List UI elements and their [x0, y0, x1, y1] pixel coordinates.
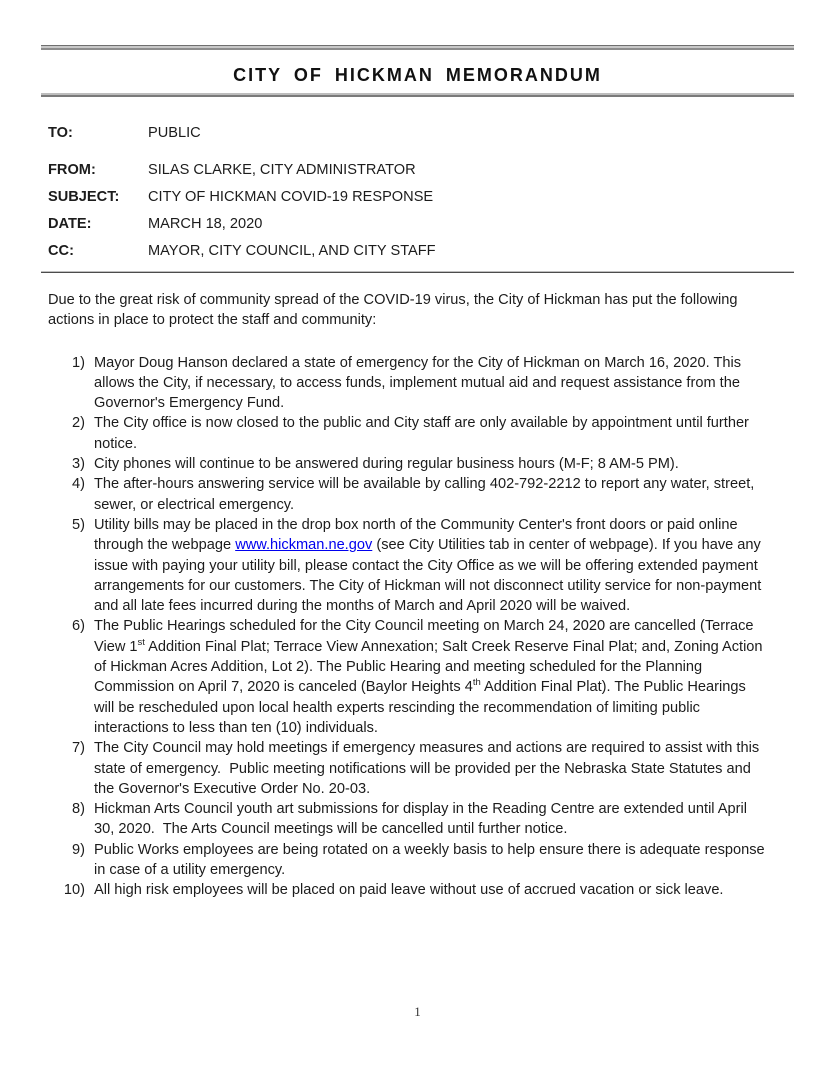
text-run: Public Works employees are being rotated on a weekly basis to help ensure there is adequate response in case of a utility emergency.: [94, 841, 769, 879]
text-run: The City Council may hold meetings if emergency measures and actions are required to assist with this state of emergency. Public meeting notifications will be provided per the Nebraska State Statutes and the Governor's Executive Order No. 20-03.: [94, 740, 764, 797]
text-run: (see City Utilities tab in center of webpage). If you have any issue with paying your utility bill, please contact the City Office as we will be offering extended payment arrangements for our customers. The City of Hickman will not disconnect utility service for non-payment and all late fees incurred during the months of March and April 2020 will be waived.: [94, 537, 766, 615]
text-run: Hickman Arts Council youth art submissions for display in the Reading Centre are extended until April 30, 2020. The Arts Council meetings will be cancelled until further notice.: [94, 801, 752, 838]
list-item: [48, 515, 787, 616]
meta-row-to: [48, 126, 787, 141]
list-item: [48, 880, 787, 900]
list-item: [48, 799, 787, 840]
list-item: [48, 474, 787, 515]
page-title: CITY OF HICKMAN MEMORANDUM: [233, 65, 602, 85]
list-item-number: 2): [72, 415, 85, 432]
list-item: [48, 454, 787, 474]
list-item-text: [94, 353, 770, 414]
list-item-number: 9): [72, 841, 85, 858]
list-item: [48, 413, 787, 454]
superscript-ordinal: th: [472, 677, 481, 689]
date-value: MARCH 18, 2020: [148, 216, 263, 232]
list-item-text: [94, 840, 770, 881]
from-value: SILAS CLARKE, CITY ADMINISTRATOR: [148, 162, 416, 178]
meta-row-subject: [48, 190, 787, 205]
list-item-text: [94, 616, 770, 738]
hickman-website-link[interactable]: www.hickman.ne.gov: [235, 537, 373, 554]
to-label: TO:: [48, 125, 73, 141]
superscript-ordinal: st: [137, 636, 145, 648]
list-item-number: 4): [72, 476, 85, 493]
list-item-number: 6): [72, 618, 85, 635]
meta-divider-rule: [41, 271, 794, 273]
list-item-number: 10): [63, 882, 85, 899]
list-item-text: [94, 413, 770, 454]
text-run: The after-hours answering service will be available by calling 402-792-2212 to report any water, street, sewer, or electrical emergency.: [94, 476, 759, 513]
from-label: FROM:: [48, 162, 96, 178]
to-value: PUBLIC: [148, 125, 201, 141]
meta-row-from: [48, 163, 787, 178]
list-item-text: [94, 454, 770, 474]
list-item: [48, 840, 787, 881]
memo-header-block: [48, 126, 787, 259]
list-item-text: [94, 880, 770, 900]
list-item-text: [94, 474, 770, 515]
date-label: DATE:: [48, 216, 92, 232]
cc-label: CC:: [48, 243, 74, 259]
list-item-text: [94, 515, 770, 616]
list-item-number: 8): [72, 801, 85, 818]
list-item-number: 7): [72, 740, 85, 757]
page-number: 1: [414, 1004, 421, 1019]
list-item-number: 3): [72, 456, 85, 473]
meta-row-cc: [48, 244, 787, 259]
subject-label: SUBJECT:: [48, 189, 120, 205]
text-run: The Public Hearings scheduled for the City Council meeting on March 24, 2020 are cancelled (Terrace View 1: [94, 618, 758, 655]
action-list: [48, 353, 787, 901]
list-item-text: [94, 799, 770, 840]
header-rule-top: [41, 45, 794, 50]
list-item: [48, 738, 787, 799]
text-run: All high risk employees will be placed on paid leave without use of accrued vacation or sick leave.: [94, 882, 724, 899]
list-item-number: 1): [72, 354, 85, 371]
list-item-text: [94, 738, 770, 799]
text-run: Addition Final Plat; Terrace View Annexation; Salt Creek Reserve Final Plat; and, Zoning Action of Hickman Acres Addition, Lot 2). The Public Hearing and meeting scheduled for the Planning Commission on April 7, 2020 is canceled (Baylor Heights 4: [94, 638, 767, 696]
text-run: The City office is now closed to the public and City staff are only available by appointment until further notice.: [94, 415, 753, 452]
header-rule-bottom: [41, 93, 794, 97]
text-run: Mayor Doug Hanson declared a state of emergency for the City of Hickman on March 16, 2020. This allows the City, if necessary, to access funds, implement mutual aid and request assistance from the Governor's Emergency Fund.: [94, 354, 746, 412]
text-run: City phones will continue to be answered during regular business hours (M-F; 8 AM-5 PM).: [94, 456, 679, 473]
meta-row-date: [48, 217, 787, 232]
cc-value: MAYOR, CITY COUNCIL, AND CITY STAFF: [148, 243, 436, 259]
list-item: [48, 616, 787, 738]
list-item: [48, 353, 787, 414]
subject-value: CITY OF HICKMAN COVID-19 RESPONSE: [148, 189, 434, 205]
intro-paragraph: Due to the great risk of community spread of the COVID-19 virus, the City of Hickman has put the following actions in place to protect the staff and community:: [48, 292, 738, 329]
text-run: Addition Final Plat). The Public Hearings will be rescheduled upon local health experts rescinding the recommendation of limiting public interactions to less than ten (10) individuals.: [94, 679, 750, 736]
list-item-number: 5): [72, 516, 85, 533]
text-run: Utility bills may be placed in the drop box north of the Community Center's front doors or paid online through the webpage: [94, 516, 742, 554]
